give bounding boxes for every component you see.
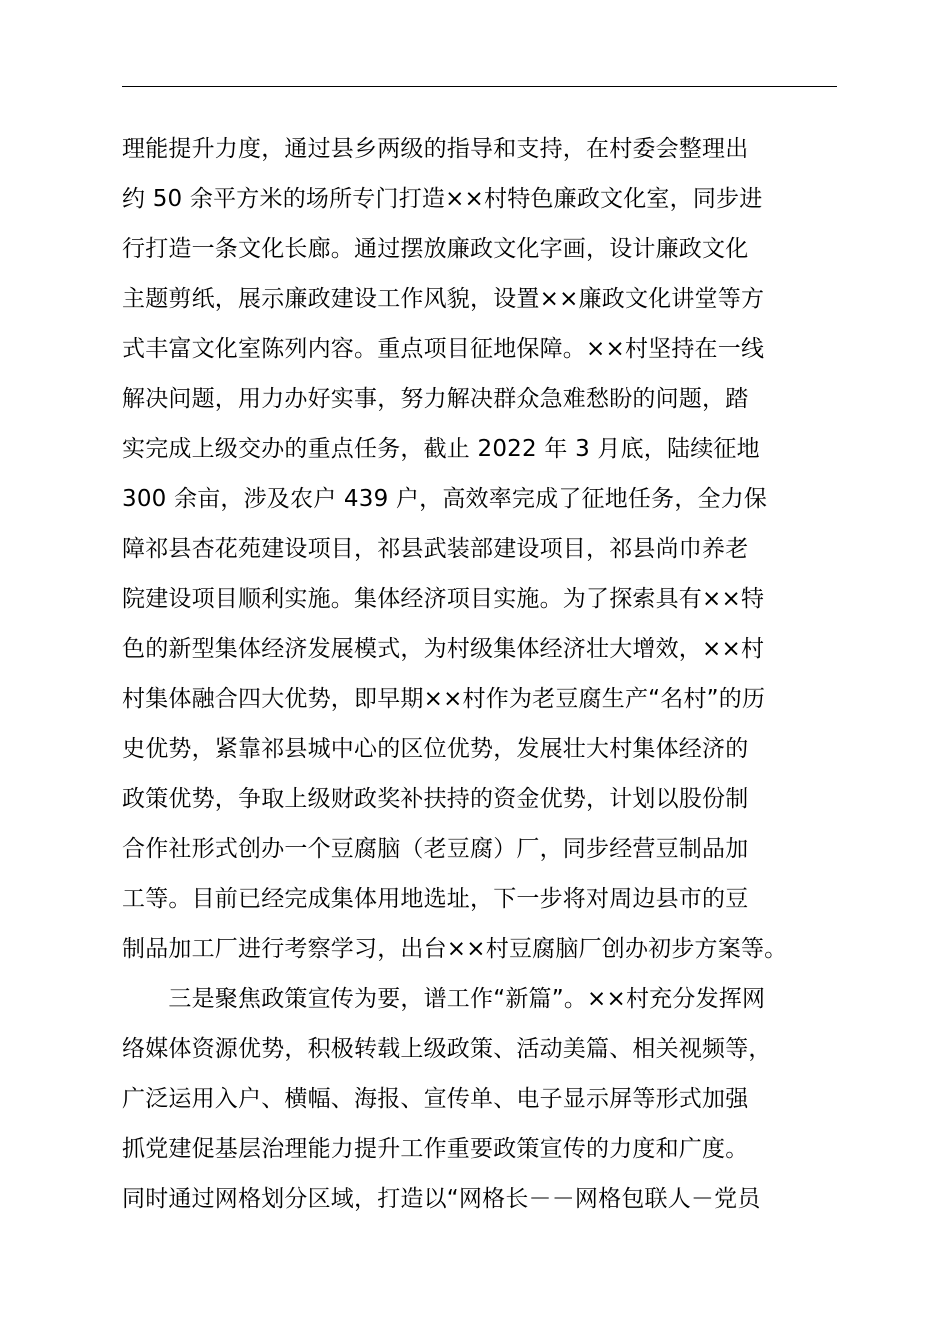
header-divider [122, 86, 837, 87]
text-line: 制品加工厂进行考察学习，出台××村豆腐脑厂创办初步方案等。 [122, 936, 788, 962]
text-line: 300 余亩，涉及农户 439 户，高效率完成了征地任务，全力保 [122, 486, 768, 512]
text-line: 主题剪纸，展示廉政建设工作风貌，设置××廉政文化讲堂等方 [122, 286, 765, 312]
text-line: 理能提升力度，通过县乡两级的指导和支持，在村委会整理出 [122, 136, 749, 162]
text-line: 实完成上级交办的重点任务，截止 2022 年 3 月底，陆续征地 [122, 436, 760, 462]
text-line: 式丰富文化室陈列内容。重点项目征地保障。××村坚持在一线 [122, 336, 765, 362]
text-line: 政策优势，争取上级财政奖补扶持的资金优势，计划以股份制 [122, 786, 749, 812]
text-line: 解决问题，用力办好实事，努力解决群众急难愁盼的问题，踏 [122, 386, 749, 412]
text-line: 村集体融合四大优势，即早期××村作为老豆腐生产“名村”的历 [122, 686, 766, 712]
text-line: 史优势，紧靠祁县城中心的区位优势，发展壮大村集体经济的 [122, 736, 749, 762]
text-line: 络媒体资源优势，积极转载上级政策、活动美篇、相关视频等， [122, 1036, 772, 1062]
text-line: 合作社形式创办一个豆腐脑（老豆腐）厂，同步经营豆制品加 [122, 836, 749, 862]
text-line: 行打造一条文化长廊。通过摆放廉政文化字画，设计廉政文化 [122, 236, 749, 262]
text-line: 约 50 余平方米的场所专门打造××村特色廉政文化室，同步进 [122, 186, 763, 212]
text-line: 障祁县杏花苑建设项目，祁县武装部建设项目，祁县尚巾养老 [122, 536, 749, 562]
paragraph-start-line: 三是聚焦政策宣传为要，谱工作“新篇”。××村充分发挥网 [122, 986, 766, 1012]
text-line: 广泛运用入户、横幅、海报、宣传单、电子显示屏等形式加强 [122, 1086, 749, 1112]
text-line: 院建设项目顺利实施。集体经济项目实施。为了探索具有××特 [122, 586, 765, 612]
text-line: 色的新型集体经济发展模式，为村级集体经济壮大增效，××村 [122, 636, 765, 662]
body-text [122, 124, 862, 1224]
text-line: 抓党建促基层治理能力提升工作重要政策宣传的力度和广度。 [122, 1136, 749, 1162]
text-line: 同时通过网格划分区域，打造以“网格长－－网格包联人－党员 [122, 1186, 761, 1212]
text-line: 工等。目前已经完成集体用地选址，下一步将对周边县市的豆 [122, 886, 749, 912]
